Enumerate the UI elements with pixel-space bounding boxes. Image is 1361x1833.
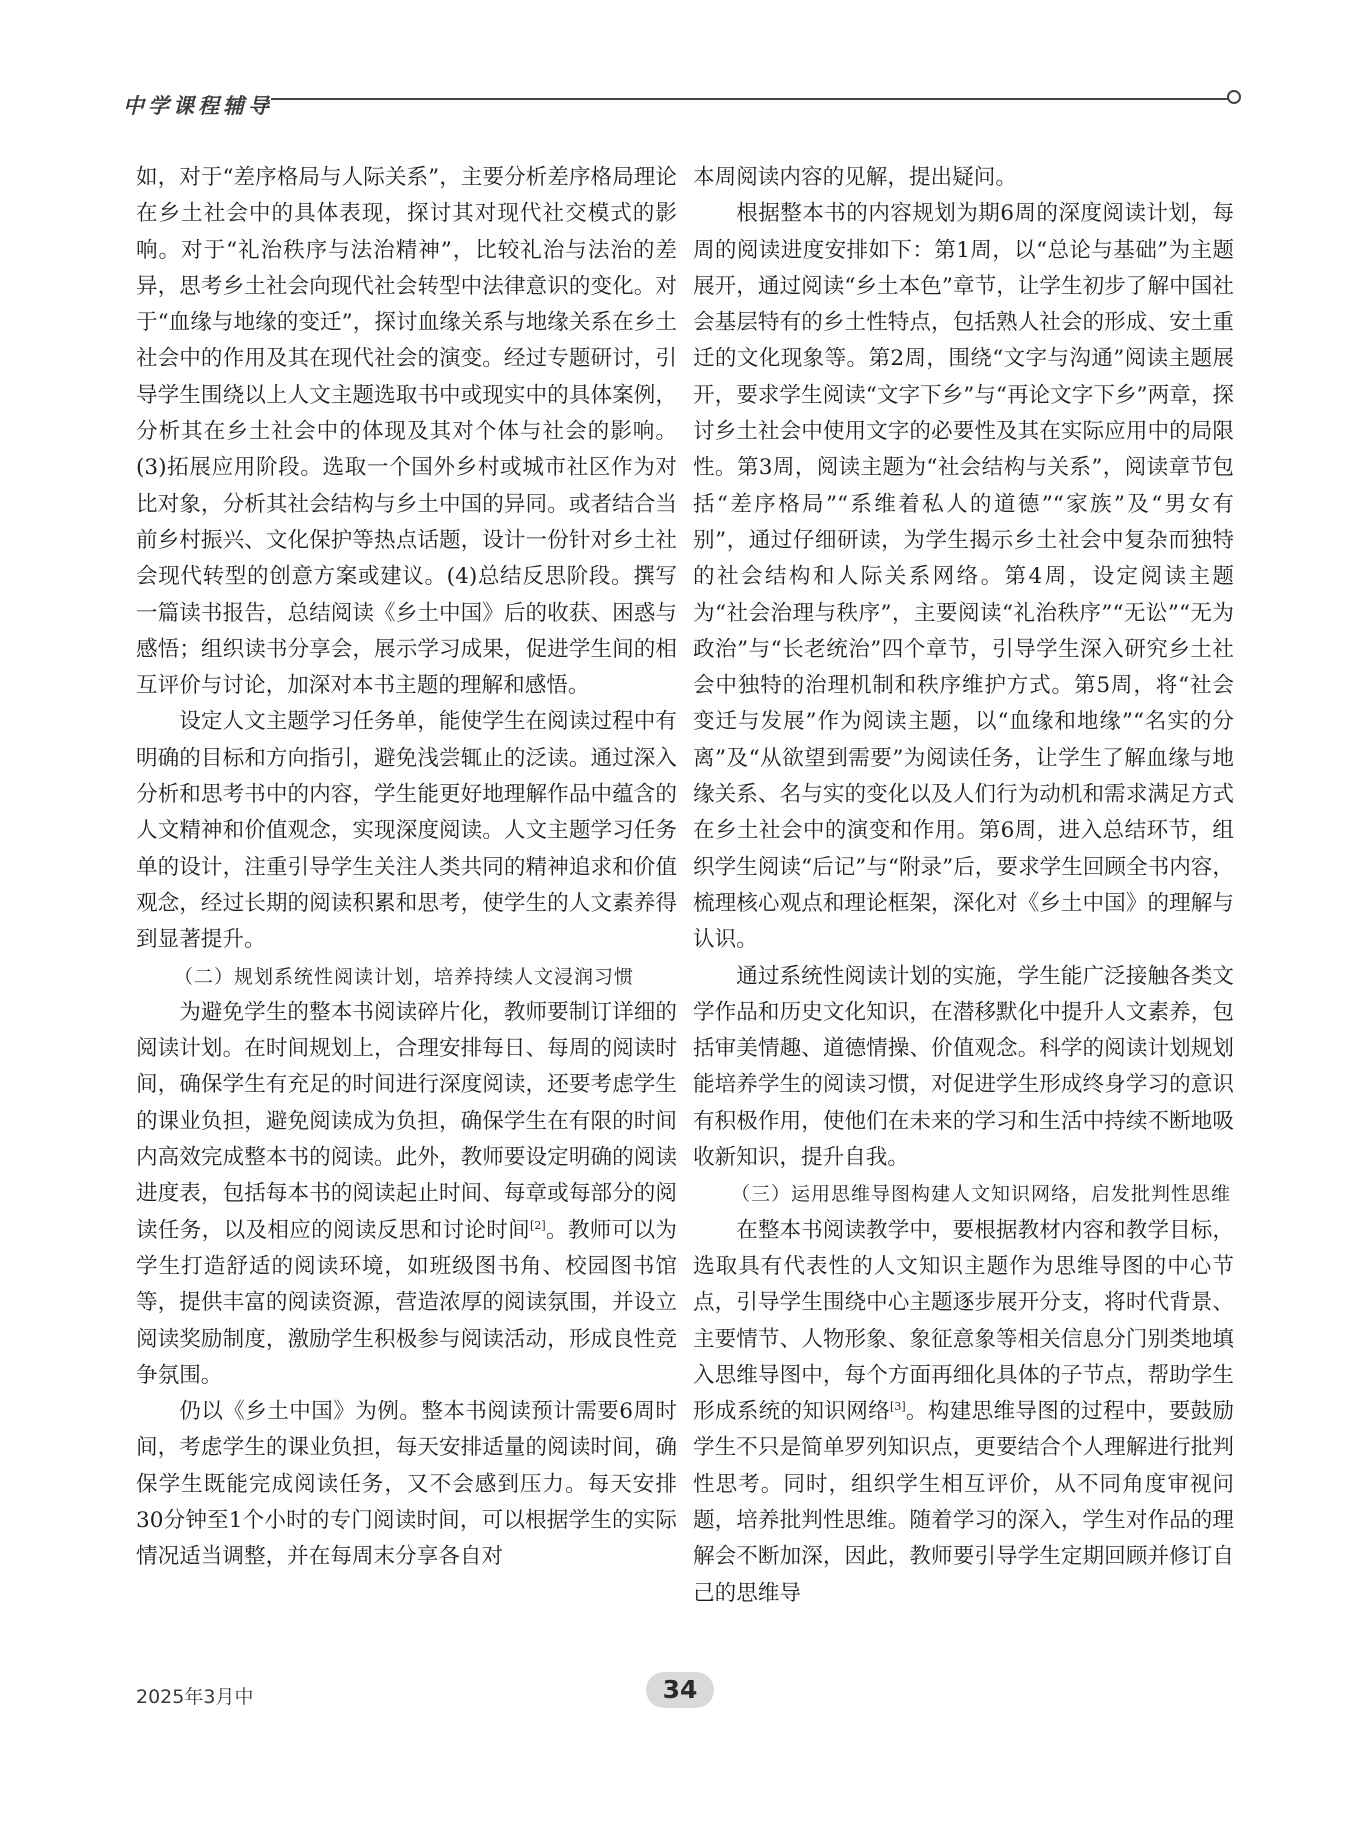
body-paragraph: 本周阅读内容的见解，提出疑问。 (693, 165, 1017, 190)
page-number-badge: 34 (646, 1672, 714, 1708)
section-heading: （二）规划系统性阅读计划，培养持续人文浸润习惯 (174, 965, 635, 988)
journal-name: 中学课程辅导 (123, 93, 273, 118)
left-column (136, 160, 677, 1576)
page-header (123, 86, 1239, 120)
citation-ref: [3] (890, 1399, 906, 1413)
right-column (693, 160, 1234, 1612)
section-heading: （三）运用思维导图构建人文知识网络，启发批判性思维 (731, 1183, 1232, 1206)
body-paragraph: 根据整本书的内容规划为期6周的深度阅读计划，每周的阅读进度安排如下：第1周，以“总论与基础”为主题展开，通过阅读“乡土本色”章节，让学生初步了解中国社会基层特有的乡土性特点，包括熟人社会的形成、安土重迁的文化现象等。第2周，围绕“文字与沟通”阅读主题展开，要求学生阅读“文字下乡”与“再论文字下乡”两章，探讨乡土社会中使用文字的必要性及其在实际应用中的局限性。第3周，阅读主题为“社会结构与关系”，阅读章节包括“差序格局”“系维着私人的道德”“家族”及“男女有别”，通过仔细研读，为学生揭示乡土社会中复杂而独特的社会结构和人际关系网络。第4周，设定阅读主题为“社会治理与秩序”，主要阅读“礼治秩序”“无讼”“无为政治”与“长老统治”四个章节，引导学生深入研究乡土社会中独特的治理机制和秩序维护方式。第5周，将“社会变迁与发展”作为阅读主题，以“血缘和地缘”“名实的分离”及“从欲望到需要”为阅读任务，让学生了解血缘与地缘关系、名与实的变化以及人们行为动机和需求满足方式在乡土社会中的演变和作用。第6周，进入总结环节，组织学生阅读“后记”与“附录”后，要求学生回顾全书内容，梳理核心观点和理论框架，深化对《乡土中国》的理解与认识。 (693, 201, 1234, 953)
body-paragraph: 仍以《乡土中国》为例。整本书阅读预计需要6周时间，考虑学生的课业负担，每天安排适量的阅读时间，确保学生既能完成阅读任务，又不会感到压力。每天安排30分钟至1个小时的专门阅读时间，可以根据学生的实际情况适当调整，并在每周末分享各自对 (136, 1399, 677, 1570)
issue-date: 2025年3月中 (136, 1686, 254, 1708)
body-paragraph: 如，对于“差序格局与人际关系”，主要分析差序格局理论在乡土社会中的具体表现，探讨其对现代社交模式的影响。对于“礼治秩序与法治精神”，比较礼治与法治的差异，思考乡土社会向现代社会转型中法律意识的变化。对于“血缘与地缘的变迁”，探讨血缘关系与地缘关系在乡土社会中的作用及其在现代社会的演变。经过专题研讨，引导学生围绕以上人文主题选取书中或现实中的具体案例，分析其在乡土社会中的体现及其对个体与社会的影响。(3)拓展应用阶段。选取一个国外乡村或城市社区作为对比对象，分析其社会结构与乡土中国的异同。或者结合当前乡村振兴、文化保护等热点话题，设计一份针对乡土社会现代转型的创意方案或建议。(4)总结反思阶段。撰写一篇读书报告，总结阅读《乡土中国》后的收获、困惑与感悟；组织读书分享会，展示学习成果，促进学生间的相互评价与讨论，加深对本书主题的理解和感悟。 (136, 165, 677, 699)
citation-ref: [2] (530, 1218, 546, 1232)
header-circle-ornament (1227, 90, 1241, 104)
body-paragraph: 通过系统性阅读计划的实施，学生能广泛接触各类文学作品和历史文化知识，在潜移默化中提升人文素养，包括审美情趣、道德情操、价值观念。科学的阅读计划规划能培养学生的阅读习惯，对促进学生形成终身学习的意识有积极作用，使他们在未来的学习和生活中持续不断地吸收新知识，提升自我。 (693, 963, 1234, 1171)
body-paragraph: 在整本书阅读教学中，要根据教材内容和教学目标，选取具有代表性的人文知识主题作为思维导图的中心节点，引导学生围绕中心主题逐步展开分支，将时代背景、主要情节、人物形象、象征意象等相关信息分门别类地填入思维导图中，每个方面再细化具体的子节点，帮助学生形成系统的知识网络[3]。构建思维导图的过程中，要鼓励学生不只是简单罗列知识点，更要结合个人理解进行批判性思考。同时，组织学生相互评价，从不同角度审视问题，培养批判性思维。随着学习的深入，学生对作品的理解会不断加深，因此，教师要引导学生定期回顾并修订自己的思维导 (693, 1217, 1234, 1606)
header-rule (271, 98, 1229, 100)
body-paragraph: 设定人文主题学习任务单，能使学生在阅读过程中有明确的目标和方向指引，避免浅尝辄止的泛读。通过深入分析和思考书中的内容，学生能更好地理解作品中蕴含的人文精神和价值观念，实现深度阅读。人文主题学习任务单的设计，注重引导学生关注人类共同的精神追求和价值观念，经过长期的阅读积累和思考，使学生的人文素养得到显著提升。 (136, 709, 677, 953)
body-paragraph: 为避免学生的整本书阅读碎片化，教师要制订详细的阅读计划。在时间规划上，合理安排每日、每周的阅读时间，确保学生有充足的时间进行深度阅读，还要考虑学生的课业负担，避免阅读成为负担，确保学生在有限的时间内高效完成整本书的阅读。此外，教师要设定明确的阅读进度表，包括每本书的阅读起止时间、每章或每部分的阅读任务，以及相应的阅读反思和讨论时间[2]。教师可以为学生打造舒适的阅读环境，如班级图书角、校园图书馆等，提供丰富的阅读资源，营造浓厚的阅读氛围，并设立阅读奖励制度，激励学生积极参与阅读活动，形成良性竞争氛围。 (136, 999, 677, 1388)
